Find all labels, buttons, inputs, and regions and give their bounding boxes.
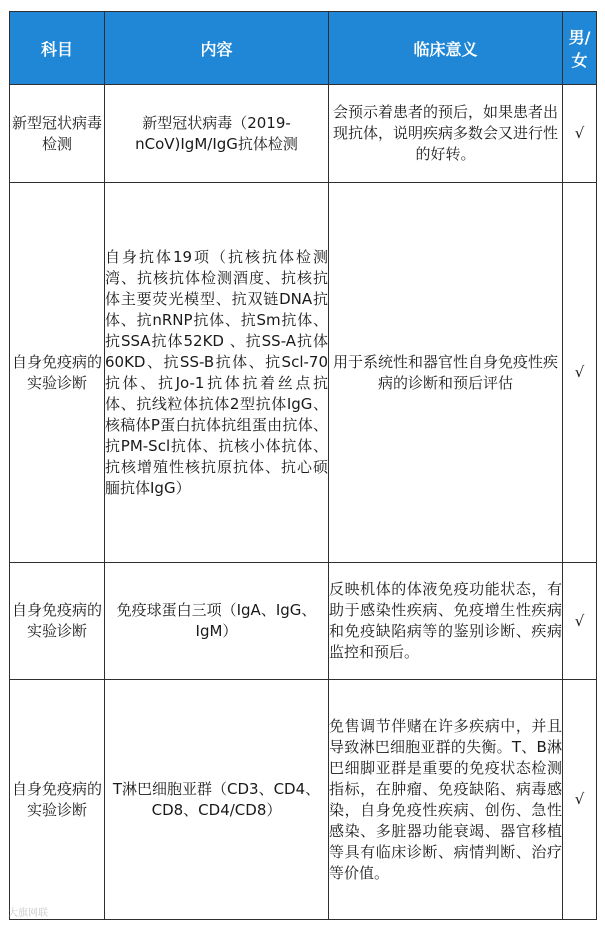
cell-gender: √ (563, 85, 597, 183)
header-meaning: 临床意义 (329, 12, 563, 85)
table-row (10, 563, 597, 680)
header-gender: 男/女 (563, 12, 597, 85)
table-row (10, 85, 597, 183)
cell-subject: 自身免疫病的实验诊断 (10, 680, 105, 920)
cell-content: 自身抗体19项（抗核抗体检测湾、抗核抗体检测酒度、抗核抗体主要荧光模型、抗双链DNA抗体、抗nRNP抗体、抗Sm抗体、抗SSA抗体52KD 、抗SS-A抗体60KD、抗SS-B抗体、抗Scl-70抗体、抗Jo-1抗体抗着丝点抗体、抗线粒体抗体2型抗体IgG、核稿体P蛋白抗体抗组蛋由抗体、抗PM-Scl抗体、抗核小体抗体、抗核增殖性核抗原抗体、抗心硕腼抗体IgG） (105, 183, 329, 563)
cell-meaning: 会预示着患者的预后，如果患者出现抗体，说明疾病多数会又进行性的好转。 (329, 85, 563, 183)
cell-subject: 自身免疫病的实验诊断 (10, 183, 105, 563)
header-row (10, 12, 597, 85)
cell-gender: √ (563, 563, 597, 680)
cell-gender: √ (563, 183, 597, 563)
header-subject: 科目 (10, 12, 105, 85)
header-content: 内容 (105, 12, 329, 85)
cell-content: T淋巴细胞亚群（CD3、CD4、CD8、CD4/CD8） (105, 680, 329, 920)
cell-gender: √ (563, 680, 597, 920)
watermark-text: 大旗网联 (8, 908, 48, 919)
table-row (10, 680, 597, 920)
cell-meaning: 反映机体的体液免疫功能状态，有助于感染性疾病、免疫增生性疾病和免疫缺陷病等的鉴别诊断、疾病监控和预后。 (329, 563, 563, 680)
cell-content: 新型冠状病毒（2019-nCoV)IgM/IgG抗体检测 (105, 85, 329, 183)
cell-meaning: 用于系统性和器官性自身免疫性疾病的诊断和预后评估 (329, 183, 563, 563)
cell-content: 免疫球蛋白三项（IgA、IgG、IgM） (105, 563, 329, 680)
clinical-test-table (9, 11, 597, 920)
cell-subject: 自身免疫病的实验诊断 (10, 563, 105, 680)
cell-subject: 新型冠状病毒检测 (10, 85, 105, 183)
cell-meaning: 免售调节伴赌在许多疾病中，并且导致淋巴细胞亚群的失衡。T、B淋巴细脚亚群是重要的免疫状态检测指标，在肿瘤、免疫缺陷、病毒感染，自身免疫性疾病、创伤、急性感染、多脏器功能衰竭、器官移植等具有临床诊断、病情判断、治疗等价值。 (329, 680, 563, 920)
table-row (10, 183, 597, 563)
